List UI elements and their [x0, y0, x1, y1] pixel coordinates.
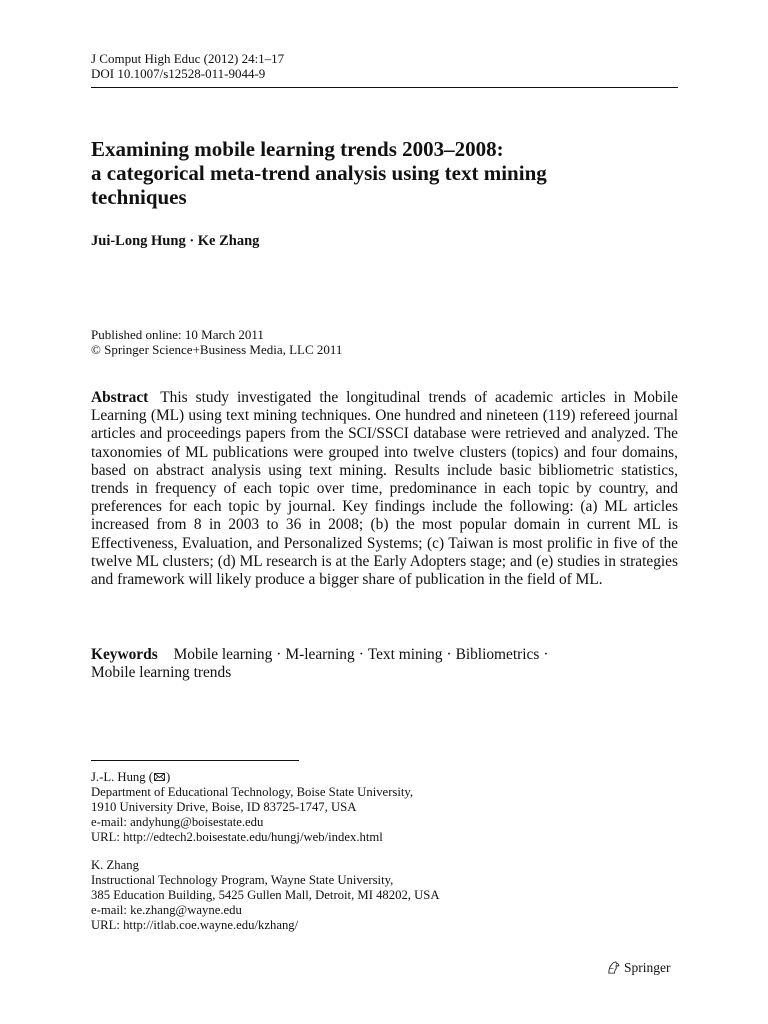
keywords: [91, 646, 678, 682]
title-line: a categorical meta-trend analysis using text mining: [91, 161, 547, 185]
citation-line: J Comput High Educ (2012) 24:1–17: [91, 51, 285, 66]
springer-horse-logo-icon: [606, 960, 621, 975]
keyword: Text mining: [367, 646, 443, 663]
url-line[interactable]: URL: http://itlab.coe.wayne.edu/kzhang/: [91, 918, 299, 932]
publication-info: [91, 327, 342, 357]
author-name: J.-L. Hung (: [91, 770, 154, 784]
keyword-separator: ·: [446, 646, 452, 663]
address-line: 385 Education Building, 5425 Gullen Mall, Detroit, MI 48202, USA: [91, 888, 440, 902]
publisher-name: Springer: [624, 960, 671, 975]
abstract-text: This study investigated the longitudinal trends of academic articles in Mobile Learning (ML) using text mining techniques. One hundred and nineteen (119) refereed journal articles and proceedings papers from the SCI/SSCI database were retrieved and analyzed. The taxonomies of ML publications were grouped into twelve clusters (topics) and four domains, based on abstract analysis using text mining. Results include basic bibliometric statistics, trends in frequency of each topic over time, predominance in each topic by country, and preferences for each topic by journal. Key findings include the following: (a) ML articles increased from 8 in 2003 to 36 in 2008; (b) the most popular domain in current ML is Effectiveness, Evaluation, and Personalized Systems; (c) Taiwan is most prolific in five of the twelve ML clusters; (d) ML research is at the Early Adopters stage; and (e) studies in strategies and framework will likely produce a bigger share of publication in the field of ML.: [91, 389, 678, 589]
paper-title: [91, 137, 691, 209]
abstract: [91, 389, 678, 589]
doi-line: DOI 10.1007/s12528-011-9044-9: [91, 66, 266, 81]
journal-reference: [91, 51, 284, 81]
copyright-notice: © Springer Science+Business Media, LLC 2011: [91, 342, 343, 357]
keyword: Bibliometrics: [455, 646, 540, 663]
affiliation-name: [91, 770, 413, 785]
abstract-label: Abstract: [91, 389, 149, 406]
published-online: Published online: 10 March 2011: [91, 327, 264, 342]
header-rule: [91, 87, 678, 88]
department-line: Instructional Technology Program, Wayne State University,: [91, 873, 394, 887]
keyword: Mobile learning trends: [91, 664, 232, 682]
affiliation-zhang: [91, 858, 440, 933]
footnote-rule: [91, 760, 299, 761]
author-list: Jui-Long Hung · Ke Zhang: [91, 233, 260, 249]
department-line: Department of Educational Technology, Boise State University,: [91, 785, 414, 799]
title-line: Examining mobile learning trends 2003–2008:: [91, 137, 504, 161]
keyword-separator: ·: [276, 646, 282, 663]
envelope-icon: [154, 773, 165, 781]
affiliation-name: K. Zhang: [91, 858, 139, 872]
email-line[interactable]: e-mail: andyhung@boisestate.edu: [91, 815, 264, 829]
author-name-suffix: ): [166, 770, 171, 784]
keyword: Mobile learning: [173, 646, 273, 663]
keyword-separator: ·: [358, 646, 364, 663]
keywords-label: Keywords: [91, 646, 158, 663]
publisher-mark: [606, 960, 671, 976]
email-line[interactable]: e-mail: ke.zhang@wayne.edu: [91, 903, 242, 917]
address-line: 1910 University Drive, Boise, ID 83725-1747, USA: [91, 800, 357, 814]
affiliation-hung: [91, 770, 413, 845]
keyword-separator: ·: [543, 646, 549, 663]
keyword: M-learning: [285, 646, 355, 663]
title-line: techniques: [91, 185, 187, 209]
url-line[interactable]: URL: http://edtech2.boisestate.edu/hungj/web/index.html: [91, 830, 383, 844]
